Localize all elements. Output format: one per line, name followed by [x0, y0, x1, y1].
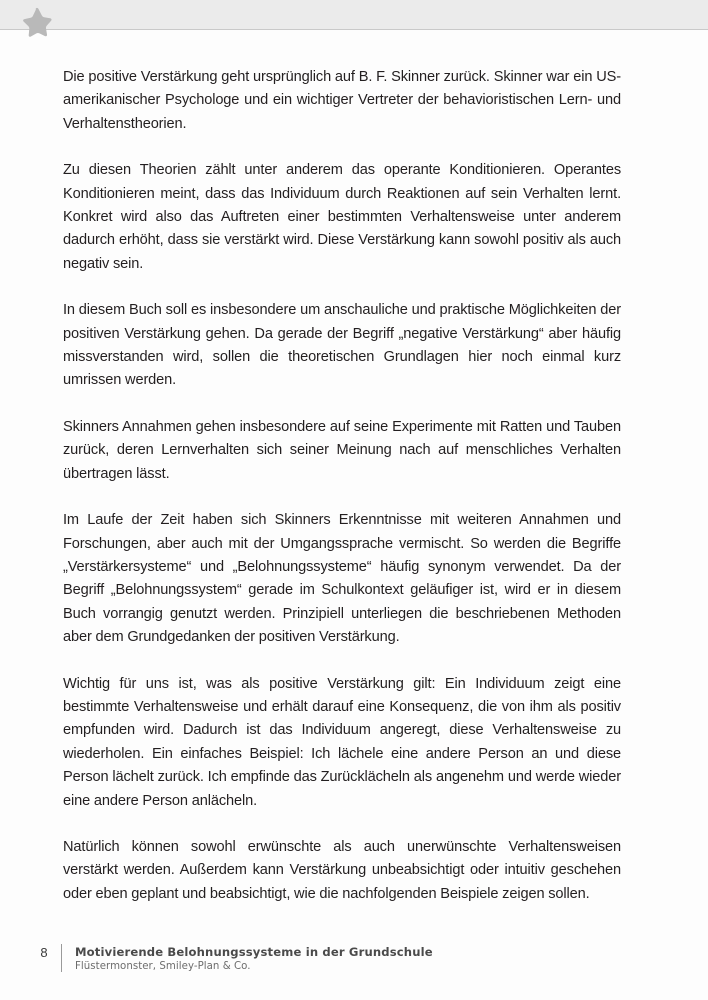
star-icon — [19, 7, 53, 41]
body-paragraph: Skinners Annahmen gehen insbesondere auf seine Experimente mit Ratten und Tauben zurück, deren Lernverhalten sich seiner Meinung nach auf menschliches Verhalten übertragen lässt. — [63, 418, 621, 482]
page-body-text — [63, 66, 621, 906]
body-paragraph: Natürlich können sowohl erwünschte als auch unerwünschte Verhaltensweisen verstärkt werden. Außerdem kann Verstärkung unbeabsichtigt oder intuitiv geschehen oder eben geplant und beabsichtigt, wie die nachfolgenden Beispiele zeigen sollen. — [63, 838, 621, 902]
body-paragraph: Im Laufe der Zeit haben sich Skinners Erkenntnisse mit weiteren Annahmen und Forschungen, aber auch mit der Umgangssprache vermischt. So werden die Begriffe „Verstärkersysteme“ und „Belohnungssysteme“ häufig synonym verwendet. Da der Begriff „Belohnungssystem“ gerade im Schulkontext geläufiger ist, wird er in diesem Buch vorrangig genutzt werden. Prinzipiell unterliegen die beschriebenen Methoden aber dem Grundgedanken der positiven Verstärkung. — [63, 512, 621, 646]
body-paragraph: Die positive Verstärkung geht ursprünglich auf B. F. Skinner zurück. Skinner war ein US-amerikanischer Psychologe und ein wichtiger Vertreter der behavioristischen Lern- und Verhaltenstheorien. — [63, 69, 621, 132]
footer-text-block — [75, 944, 433, 974]
book-title: Motivierende Belohnungssysteme in der Grundschule — [75, 945, 433, 959]
footer-divider — [61, 944, 62, 972]
book-subtitle: Flüstermonster, Smiley-Plan & Co. — [75, 961, 251, 972]
page-header-band — [0, 0, 708, 30]
body-paragraph: Wichtig für uns ist, was als positive Verstärkung gilt: Ein Individuum zeigt eine bestimmte Verhaltensweise und erhält darauf eine Konsequenz, die von ihm als positiv empfunden wird. Dadurch ist das Individuum angeregt, diese Verhaltensweise zu wiederholen. Ein einfaches Beispiel: Ich lächele eine andere Person an und diese Person lächelt zurück. Ich empfinde das Zurücklächeln als angenehm und werde wieder eine andere Person anlächeln. — [63, 675, 621, 809]
body-paragraph: In diesem Buch soll es insbesondere um anschauliche und praktische Möglichkeiten der positiven Verstärkung gehen. Da gerade der Begriff „negative Verstärkung“ aber häufig missverstanden wird, sollen die theoretischen Grundlagen hier noch einmal kurz umrissen werden. — [63, 302, 621, 389]
body-paragraph: Zu diesen Theorien zählt unter anderem das operante Konditionieren. Operantes Konditionieren meint, dass das Individuum durch Reaktionen auf sein Verhalten lernt. Konkret wird also das Auftreten einer bestimmten Verhaltensweise unter anderem dadurch erhöht, dass sie verstärkt wird. Diese Verstärkung kann sowohl positiv als auch negativ sein. — [63, 162, 621, 272]
page-number: 8 — [40, 945, 48, 960]
page-footer — [33, 944, 433, 974]
